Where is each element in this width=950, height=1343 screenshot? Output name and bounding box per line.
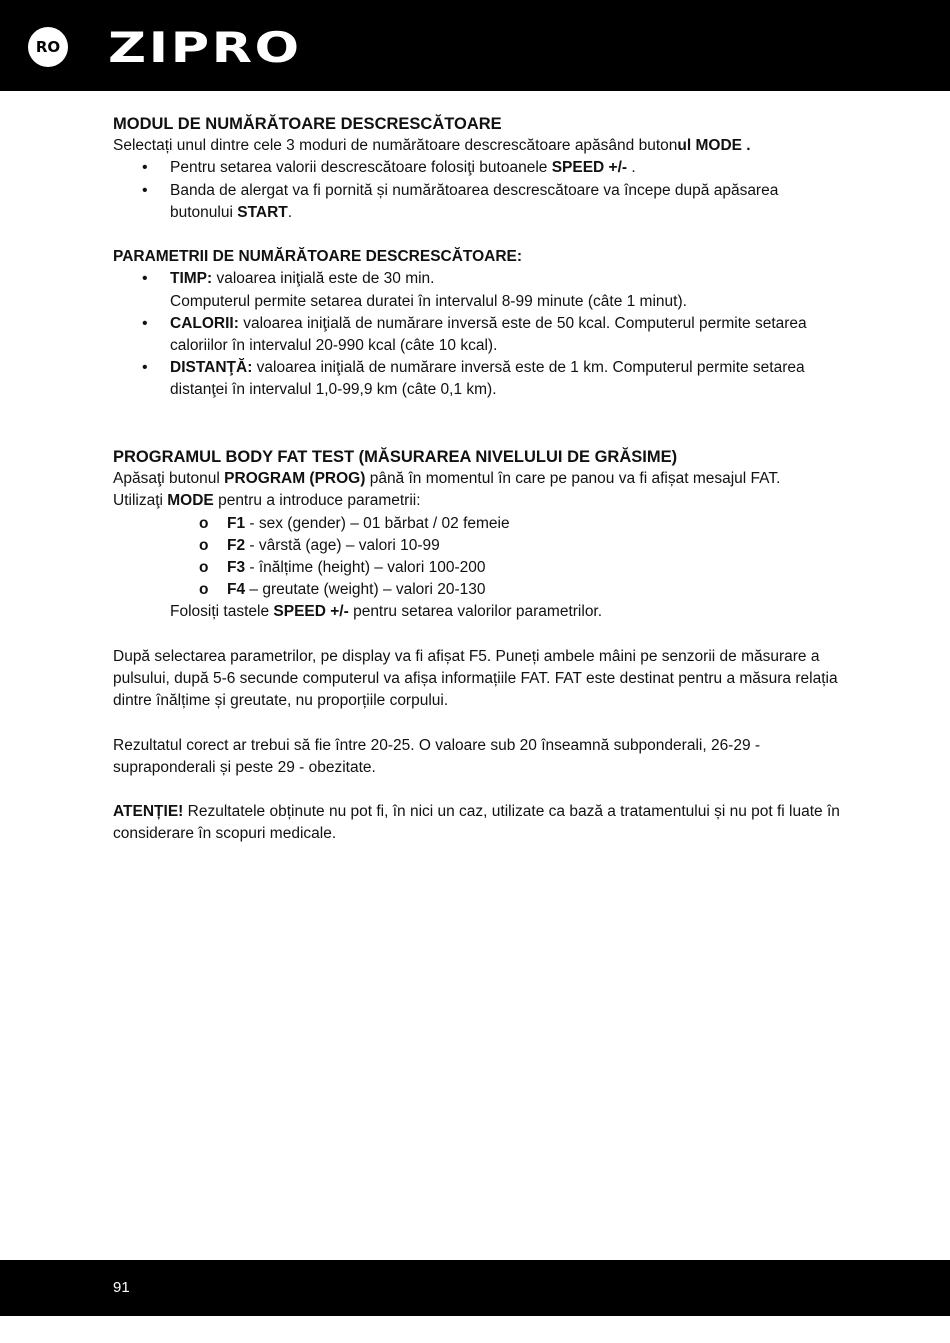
body-fat-line-1: Apăsaţi butonul PROGRAM (PROG) până în momentul în care pe panou va fi afișat mesajul FAT. [113, 470, 781, 488]
list-item: o F3 - înălțime (height) – valori 100-200 [227, 557, 843, 579]
list-item: • Pentru setarea valorii descrescătoare folosiţi butoanele SPEED +/- . [170, 157, 843, 179]
list-item: o F2 - vârstă (age) – valori 10-99 [227, 535, 843, 557]
list-item: • TIMP: valoarea iniţială este de 30 min. Computerul permite setarea duratei în intervalul 8-99 minute (câte 1 minut). [170, 268, 843, 312]
list-item: • CALORII: valoarea iniţială de numărare inversă este de 50 kcal. Computerul permite setarea caloriilor în intervalul 20-990 kcal (câte 10 kcal). [170, 313, 843, 357]
section-title-countdown: MODUL DE NUMĂRĂTOARE DESCRESCĂTOARE [113, 115, 502, 133]
page-number: 91 [113, 1279, 130, 1296]
list-item: • Banda de alergat va fi pornită și numărătoarea descrescătoare va începe după apăsarea butonului START. [170, 180, 843, 224]
page-header [0, 0, 950, 91]
body-fat-parameters [113, 513, 843, 602]
page-footer [0, 1260, 950, 1316]
brand-logo: ZIPRO [108, 23, 302, 72]
manual-content [113, 113, 843, 846]
section-title-body-fat: PROGRAMUL BODY FAT TEST (MĂSURAREA NIVELULUI DE GRĂSIME) [113, 448, 678, 467]
body-fat-line-2: Utilizaţi MODE pentru a introduce parametrii: [113, 492, 421, 510]
section-title-parameters: PARAMETRII DE NUMĂRĂTOARE DESCRESCĂTOARE: [113, 248, 523, 266]
list-item: o F1 - sex (gender) – 01 bărbat / 02 femeie [227, 513, 843, 535]
language-badge: RO [28, 27, 68, 67]
warning-paragraph: ATENȚIE! Rezultatele obținute nu pot fi, în nici un caz, utilizate ca bază a tratamentului și nu pot fi luate în considerare în scopuri medicale. [113, 803, 840, 843]
body-fat-line-3: Folosiți tastele SPEED +/- pentru setarea valorilor parametrilor. [170, 603, 603, 621]
parameter-bullets [113, 268, 843, 401]
list-item: o F4 – greutate (weight) – valori 20-130 [227, 579, 843, 601]
body-fat-paragraph-1: După selectarea parametrilor, pe display va fi afișat F5. Puneți ambele mâini pe senzorii de măsurare a pulsului, după 5-6 secunde computerul va afișa informațiile FAT. FAT este destinat pentru a măsura relația dintre înălțime și greutate, nu proporțiile corpului. [113, 647, 838, 710]
countdown-intro: Selectați unul dintre cele 3 moduri de numărătoare descrescătoare apăsând butonul MODE . [113, 137, 751, 155]
countdown-bullets [113, 157, 843, 224]
body-fat-paragraph-2: Rezultatul corect ar trebui să fie între 20-25. O valoare sub 20 înseamnă subponderali, 26-29 - supraponderali și peste 29 - obezitate. [113, 736, 761, 776]
list-item: • DISTANŢĂ: valoarea iniţială de numărare inversă este de 1 km. Computerul permite setarea distanţei în intervalul 1,0-99,9 km (câte 0,1 km). [170, 357, 843, 401]
